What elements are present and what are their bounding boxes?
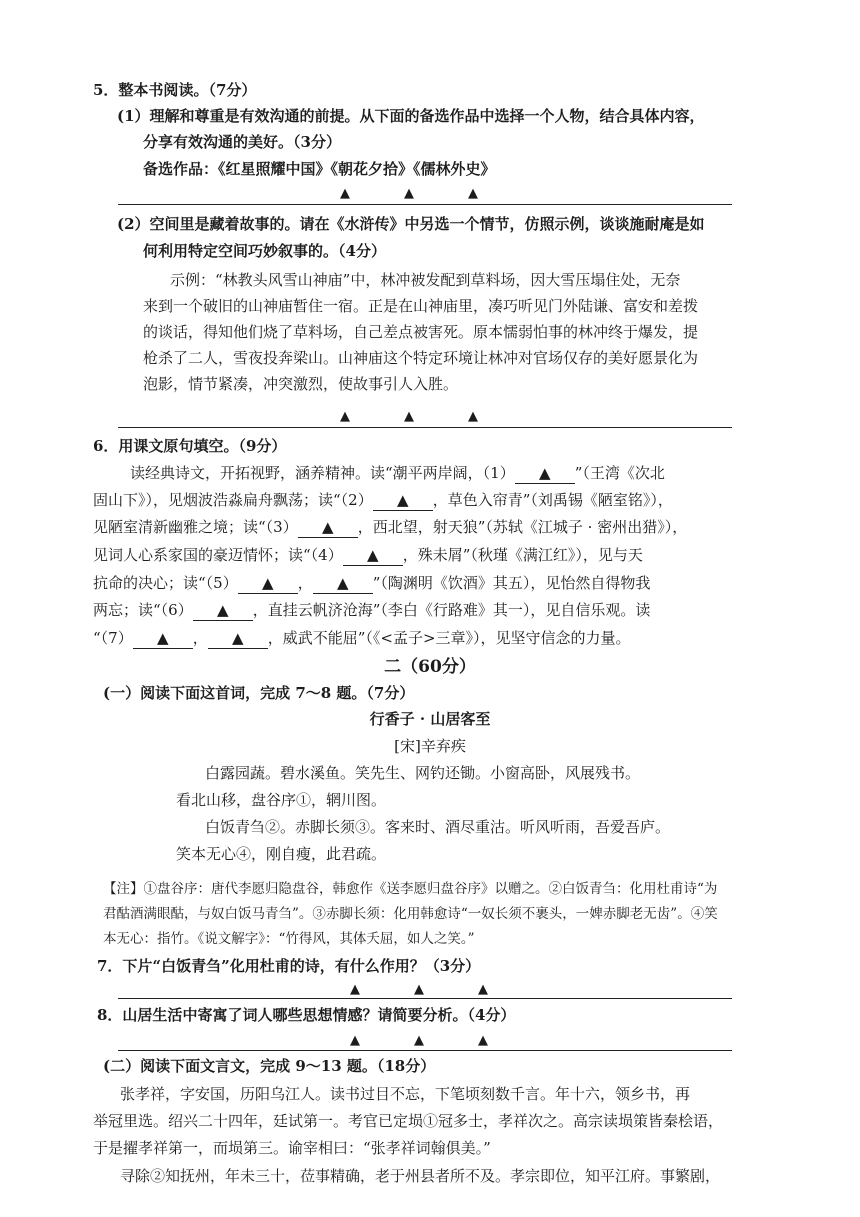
answer-line <box>118 998 732 999</box>
blank-4: ▲ <box>343 545 403 566</box>
example-line: 枪杀了二人，雪夜投奔梁山。山神庙这个特定环境让林冲对官场仅存的美好愿景化为 <box>143 349 699 367</box>
poem-title: 行香子 · 山居客至 <box>369 710 491 728</box>
section-title: 二（60分） <box>384 657 476 677</box>
answer-mark: ▲ <box>340 186 350 201</box>
answer-mark: ▲ <box>414 982 424 997</box>
blank-7a: ▲ <box>133 628 193 649</box>
q5-part2-line2: 何利用特定空间巧妙叙事的。（4分） <box>143 242 386 260</box>
q5-part1-works: 备选作品：《红星照耀中国》《朝花夕拾》《儒林外史》 <box>143 160 496 178</box>
blank-5a: ▲ <box>238 573 298 594</box>
answer-mark: ▲ <box>404 409 414 424</box>
prose-line: 张孝祥，字安国，历阳乌江人。读书过目不忘，下笔顷刻数千言。年十六，领乡书，再 <box>120 1085 691 1103</box>
q7-prompt: 7．下片“白饭青刍”化用杜甫的诗，有什么作用？（3分） <box>97 957 481 975</box>
blank-6: ▲ <box>193 600 253 621</box>
prose-line: 寻除②知抚州，年未三十，莅事精确，老于州县者所不及。孝宗即位，知平江府。事繁剧， <box>120 1167 721 1185</box>
q6-line: 见词人心系家国的豪迈情怀；读“（4） ▲ ，殊未屑”（秋瑾《满江红》），见与天 <box>93 546 643 564</box>
note-line: 君酤酒满眼酤，与奴白饭马青刍”。③赤脚长须：化用韩愈诗“一奴长须不裹头，一婢赤脚老无齿”。④笑 <box>103 906 718 922</box>
part1-header: (一）阅读下面这首词，完成 7～8 题。（7分） <box>103 684 415 702</box>
q6-line: 两忘；读“（6） ▲ ，直挂云帆济沧海”（李白《行路难》其一），见自信乐观。读 <box>93 601 651 619</box>
answer-mark: ▲ <box>350 1033 360 1048</box>
answer-mark: ▲ <box>404 186 414 201</box>
poem-line: 看北山移，盘谷序①，辋川图。 <box>176 791 387 809</box>
q5-part2-line1: (2）空间里是藏着故事的。请在《水浒传》中另选一个情节，仿照示例，谈谈施耐庵是如 <box>117 215 705 233</box>
blank-7b: ▲ <box>208 628 268 649</box>
answer-mark: ▲ <box>478 982 488 997</box>
poem-line: 白露园蔬。碧水溪鱼。笑先生、网钓还锄。小窗高卧，风展残书。 <box>205 764 641 782</box>
example-line: 的谈话，得知他们烧了草料场，自己差点被害死。原本懦弱怕事的林冲终于爆发，提 <box>143 323 699 341</box>
example-line: 来到一个破旧的山神庙暂住一宿。正是在山神庙里，凑巧听见门外陆谦、富安和差拨 <box>143 297 699 315</box>
poem-line: 白饭青刍②。赤脚长须③。客来时、酒尽重沽。听风听雨，吾爱吾庐。 <box>205 818 671 836</box>
answer-mark: ▲ <box>478 1033 488 1048</box>
answer-mark: ▲ <box>340 409 350 424</box>
prose-line: 于是擢孝祥第一，而埙第三。谕宰相曰：“张孝祥词翰俱美。” <box>93 1139 491 1157</box>
blank-2: ▲ <box>373 490 433 511</box>
note-line: 【注】①盘谷序：唐代李愿归隐盘谷，韩愈作《送李愿归盘谷序》以赠之。②白饭青刍：化用杜甫诗“为 <box>103 881 718 897</box>
blank-5b: ▲ <box>313 573 373 594</box>
answer-mark: ▲ <box>468 186 478 201</box>
example-line: 泡影，情节紧凑，冲突激烈，使故事引人入胜。 <box>143 375 459 393</box>
q6-line: 抗命的决心；读“（5） ▲ ， ▲ ”（陶渊明《饮酒》其五），见怡然自得物我 <box>93 574 651 592</box>
answer-line <box>118 204 732 205</box>
q6-line: 读经典诗文，开拓视野，涵养精神。读“潮平两岸阔，（1） ▲ ”（王湾《次北 <box>130 464 665 482</box>
q5-part1-line1: (1）理解和尊重是有效沟通的前提。从下面的备选作品中选择一个人物，结合具体内容， <box>117 107 705 125</box>
answer-mark: ▲ <box>414 1033 424 1048</box>
answer-mark: ▲ <box>350 982 360 997</box>
q5-header: 5．整本书阅读。（7分） <box>93 81 257 99</box>
q6-header: 6．用课文原句填空。（9分） <box>93 437 287 455</box>
poem-author: [宋]辛弃疾 <box>394 737 466 755</box>
note-line: 本无心：指竹。《说文解字》：“竹得风，其体夭屈，如人之笑。” <box>103 931 475 947</box>
blank-1: ▲ <box>515 463 575 484</box>
answer-mark: ▲ <box>468 409 478 424</box>
part2-header: (二）阅读下面文言文，完成 9～13 题。（18分） <box>103 1057 436 1075</box>
q6-line: “（7） ▲ ， ▲ ，威武不能屈”（《<孟子>三章》），见坚守信念的力量。 <box>93 629 631 647</box>
example-line: 示例：“林教头风雪山神庙”中，林冲被发配到草料场，因大雪压塌住处，无奈 <box>170 271 681 289</box>
answer-line <box>118 1050 732 1051</box>
q5-part1-line2: 分享有效沟通的美好。（3分） <box>143 133 341 151</box>
answer-line <box>118 427 732 428</box>
q6-line: 见陋室清新幽雅之境；读“（3） ▲ ，西北望，射天狼”（苏轼《江城子 · 密州出猎》）， <box>93 518 688 536</box>
q6-line: 固山下》），见烟波浩淼扁舟飘荡；读“（2） ▲ ，草色入帘青”（刘禹锡《陋室铭》）， <box>93 491 673 509</box>
prose-line: 举冠里选。绍兴二十四年，廷试第一。考官已定埙①冠多士，孝祥次之。高宗读埙策皆秦桧语， <box>93 1112 724 1130</box>
poem-line: 笑本无心④，刚自瘦，此君疏。 <box>176 845 387 863</box>
blank-3: ▲ <box>298 517 358 538</box>
q8-prompt: 8．山居生活中寄寓了词人哪些思想情感？请简要分析。（4分） <box>97 1006 516 1024</box>
